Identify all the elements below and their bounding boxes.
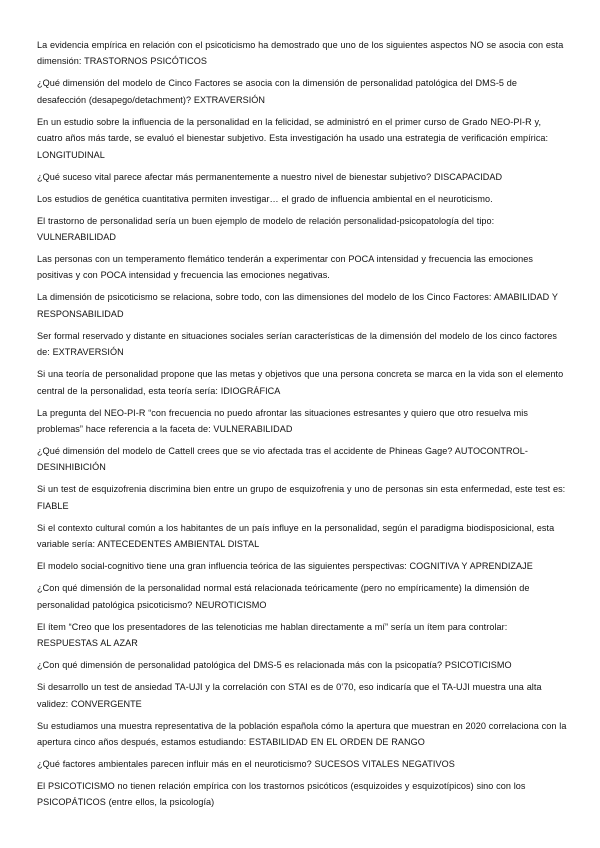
- question-paragraph-21: ¿Qué factores ambientales parecen influir más en el neuroticismo? SUCESOS VITALES NEGATIVOS: [37, 758, 455, 769]
- question-paragraph-12: ¿Qué dimensión del modelo de Cattell crees que se vio afectada tras el accidente de Phineas Gage? AUTOCONTROL-DESINHIBICIÓN: [37, 446, 528, 473]
- question-paragraph-19: Si desarrollo un test de ansiedad TA-UJI y la correlación con STAI es de 0’70, eso indicaría que el TA-UJI muestra una alta validez: CONVERGENTE: [37, 682, 542, 709]
- question-paragraph-2: ¿Qué dimensión del modelo de Cinco Factores se asocia con la dimensión de personalidad patológica del DMS-5 de desafección (desapego/detachment)? EXTRAVERSIÓN: [37, 78, 518, 105]
- question-paragraph-22: El PSICOTICISMO no tienen relación empírica con los trastornos psicóticos (esquizoides y esquizotípicos) sino con los PSICOPÁTICOS (entre ellos, la psicología): [37, 780, 526, 808]
- question-paragraph-16: ¿Con qué dimensión de la personalidad normal está relacionada teóricamente (pero no empíricamente) la dimensión de personalidad patológica psicoticismo? NEUROTICISMO: [37, 583, 530, 610]
- question-paragraph-15: El modelo social-cognitivo tiene una gran influencia teórica de las siguientes perspectivas: COGNITIVA Y APRENDIZAJE: [37, 561, 533, 572]
- question-paragraph-9: Ser formal reservado y distante en situaciones sociales serían características de la dimensión del modelo de los cinco factores de: EXTRAVERSIÓN: [37, 330, 557, 358]
- question-paragraph-7: Las personas con un temperamento flemático tenderán a experimentar con POCA intensidad y frecuencia las emociones positivas y con POCA intensidad y frecuencia las emociones negativas.: [37, 254, 533, 281]
- document-page: [37, 37, 567, 816]
- question-paragraph-14: Si el contexto cultural común a los habitantes de un país influye en la personalidad, según el paradigma biodisposicional, esta variable sería: ANTECEDENTES AMBIENTAL DISTAL: [37, 522, 555, 550]
- question-paragraph-5: Los estudios de genética cuantitativa permiten investigar… el grado de influencia ambiental en el neuroticismo.: [37, 193, 493, 204]
- question-paragraph-20: Su estudiamos una muestra representativa de la población española cómo la apertura que muestran en 2020 correlaciona con la apertura cinco años después, estamos estudiando: ESTABILIDAD EN EL ORDEN DE RANGO: [37, 720, 567, 747]
- question-paragraph-18: ¿Con qué dimensión de personalidad patológica del DMS-5 es relacionada más con la psicopatía? PSICOTICISMO: [37, 660, 512, 671]
- question-paragraph-3: En un estudio sobre la influencia de la personalidad en la felicidad, se administró en el primer curso de Grado NEO-PI-R y, cuatro años más tarde, se evaluó el bienestar subjetivo. Esta investigación ha usado una estrategia de verificación empírica: LONGITUDINAL: [37, 116, 549, 160]
- question-paragraph-17: El ítem “Creo que los presentadores de las telenoticias me hablan directamente a mí” sería un ítem para controlar: RESPUESTAS AL AZAR: [37, 621, 508, 649]
- question-paragraph-13: Si un test de esquizofrenia discrimina bien entre un grupo de esquizofrenia y uno de personas sin esta enfermedad, este test es: FIABLE: [37, 484, 566, 511]
- question-paragraph-10: Si una teoría de personalidad propone que las metas y objetivos que una persona concreta se marca en la vida son el elemento central de la personalidad, esta teoría sería: IDIOGRÁFICA: [37, 369, 564, 396]
- question-paragraph-11: La pregunta del NEO-PI-R “con frecuencia no puedo afrontar las situaciones estresantes y quiero que otro resuelva mis problemas” hace referencia a la faceta de: VULNERABILIDAD: [37, 407, 528, 435]
- question-paragraph-1: La evidencia empírica en relación con el psicoticismo ha demostrado que uno de los siguientes aspectos NO se asocia con esta dimensión: TRASTORNOS PSICÓTICOS: [37, 40, 564, 67]
- question-paragraph-4: ¿Qué suceso vital parece afectar más permanentemente a nuestro nivel de bienestar subjetivo? DISCAPACIDAD: [37, 171, 503, 182]
- question-paragraph-6: El trastorno de personalidad sería un buen ejemplo de modelo de relación personalidad-psicopatología del tipo: VULNERABILIDAD: [37, 215, 495, 243]
- question-paragraph-8: La dimensión de psicoticismo se relaciona, sobre todo, con las dimensiones del modelo de los Cinco Factores: AMABILIDAD Y RESPONSABILIDAD: [37, 292, 558, 319]
